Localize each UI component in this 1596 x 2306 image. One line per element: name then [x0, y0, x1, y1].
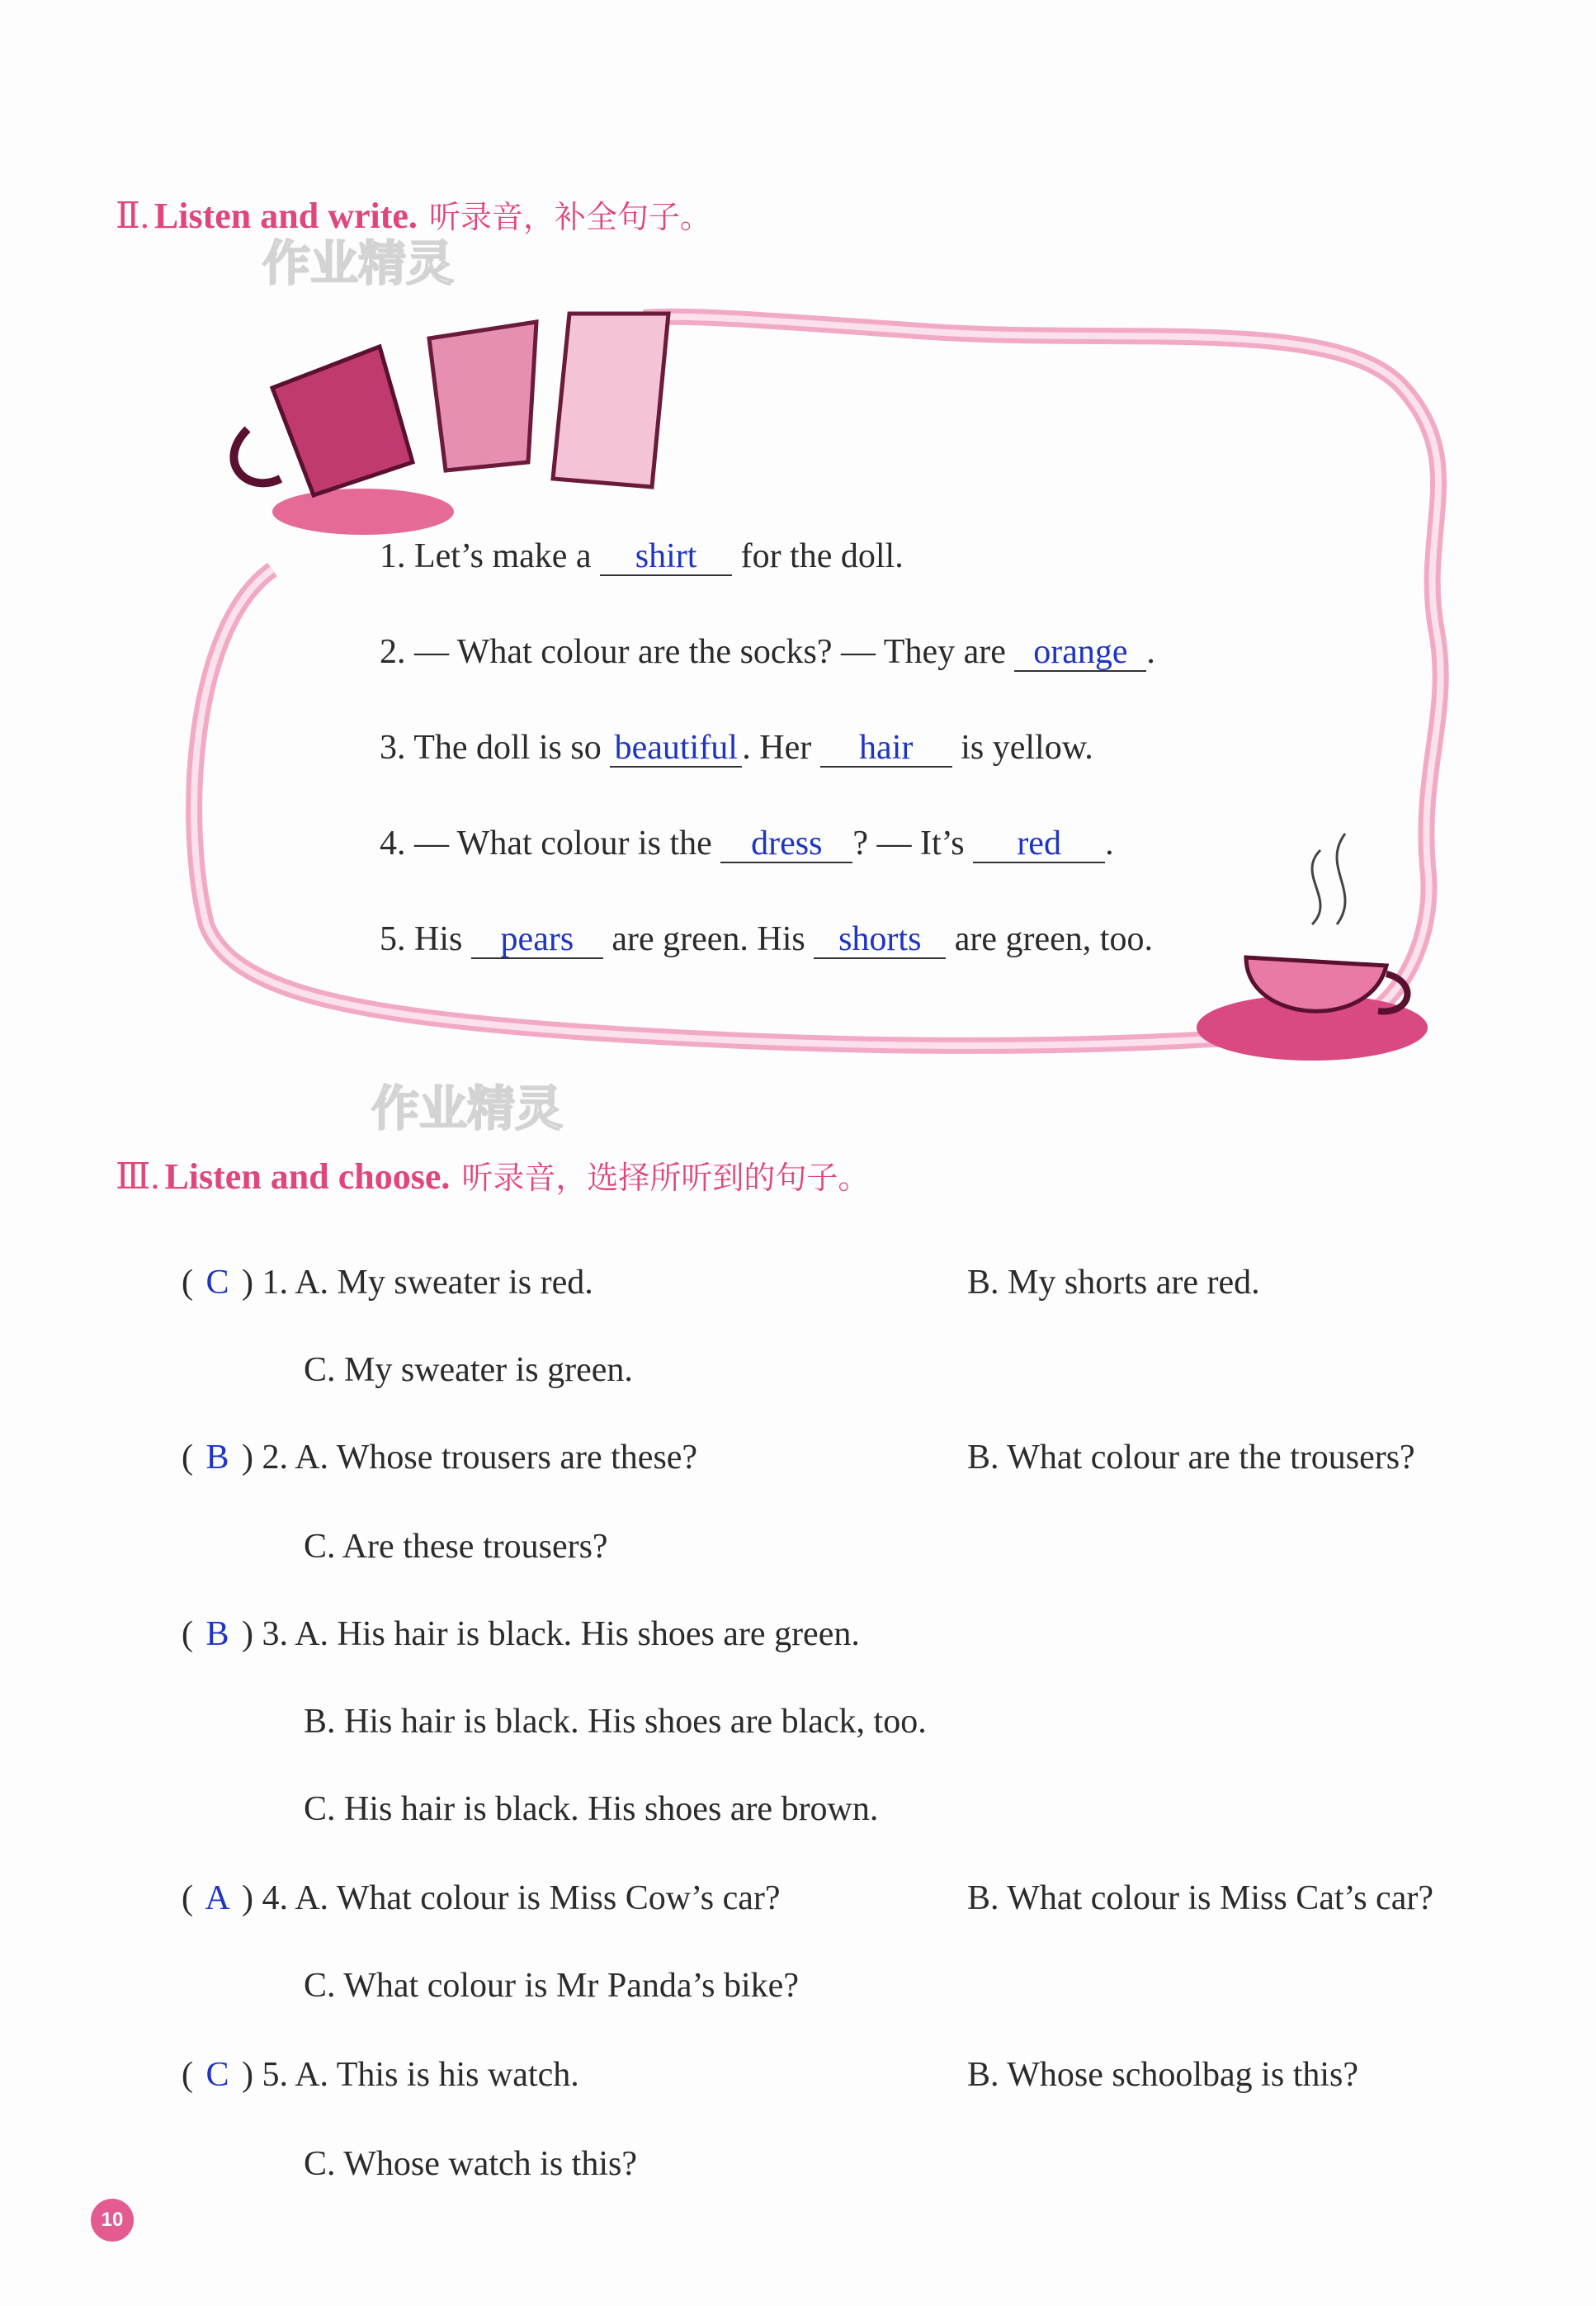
glass-icon: [429, 322, 536, 470]
answer-letter: C: [205, 2056, 229, 2094]
answer-letter: C: [205, 1264, 229, 1302]
section-2-title: Listen and write.: [153, 196, 418, 236]
steaming-cup-icon: [1197, 834, 1428, 1061]
section-3-number: Ⅲ.: [116, 1156, 160, 1197]
answer-blank: red: [973, 825, 1105, 863]
answer-blank: hair: [820, 730, 952, 768]
write-item-2: 2. — What colour are the socks? — They are orange .: [380, 633, 1155, 671]
choose-option-c: C. What colour is Mr Panda’s bike?: [304, 1967, 799, 2005]
section-2-title-cn: 听录音，补全句子。: [428, 199, 711, 235]
section-3-title: Listen and choose.: [164, 1156, 451, 1197]
answer-blank: shorts: [814, 921, 946, 959]
answer-blank: pears: [471, 921, 603, 959]
choose-question-2: ( B ) 2. A. Whose trousers are these?: [182, 1439, 698, 1477]
page-number: 10: [91, 2199, 134, 2242]
answer-blank: orange: [1014, 634, 1146, 672]
choose-question-5: ( C ) 5. A. This is his watch.: [182, 2056, 579, 2094]
choose-option-b: B. His hair is black. His shoes are black, too.: [304, 1703, 927, 1741]
section-3-heading: [116, 1152, 869, 1198]
choose-option-b: B. Whose schoolbag is this?: [967, 2056, 1359, 2094]
write-item-3: 3. The doll is so beautiful . Her hair is yellow.: [380, 729, 1093, 767]
answer-blank: beautiful: [610, 730, 742, 768]
choose-question-3: ( B ) 3. A. His hair is black. His shoes are green.: [182, 1615, 860, 1653]
watermark: 作业精灵: [262, 235, 455, 291]
choose-option-b: B. What colour is Miss Cat’s car?: [967, 1879, 1433, 1917]
choose-question-4: ( A ) 4. A. What colour is Miss Cow’s car?: [182, 1879, 781, 1917]
choose-option-b: B. What colour are the trousers?: [967, 1439, 1415, 1477]
glass-icon: [553, 314, 668, 487]
section-3-title-cn: 听录音，选择所听到的句子。: [461, 1160, 870, 1196]
section-2-number: Ⅱ.: [116, 196, 149, 236]
watermark: 作业精灵: [371, 1080, 564, 1136]
choose-option-b: B. My shorts are red.: [967, 1264, 1260, 1302]
choose-option-c: C. Whose watch is this?: [304, 2145, 638, 2183]
choose-option-c: C. My sweater is green.: [304, 1351, 633, 1389]
answer-blank: shirt: [600, 538, 732, 576]
answer-letter: B: [205, 1615, 229, 1653]
write-item-4: 4. — What colour is the dress ? — It’s red .: [380, 825, 1114, 862]
write-item-1: 1. Let’s make a shirt for the doll.: [380, 537, 904, 575]
write-item-5: 5. His pears are green. His shorts are green, too.: [380, 920, 1153, 958]
answer-letter: B: [205, 1439, 229, 1477]
choose-option-c: C. Are these trousers?: [304, 1528, 608, 1566]
answer-blank: dress: [720, 825, 852, 863]
choose-option-c: C. His hair is black. His shoes are brown.: [304, 1790, 879, 1828]
teacup-icon: [234, 347, 454, 535]
choose-question-1: ( C ) 1. A. My sweater is red.: [182, 1264, 593, 1302]
answer-letter: A: [205, 1879, 230, 1917]
